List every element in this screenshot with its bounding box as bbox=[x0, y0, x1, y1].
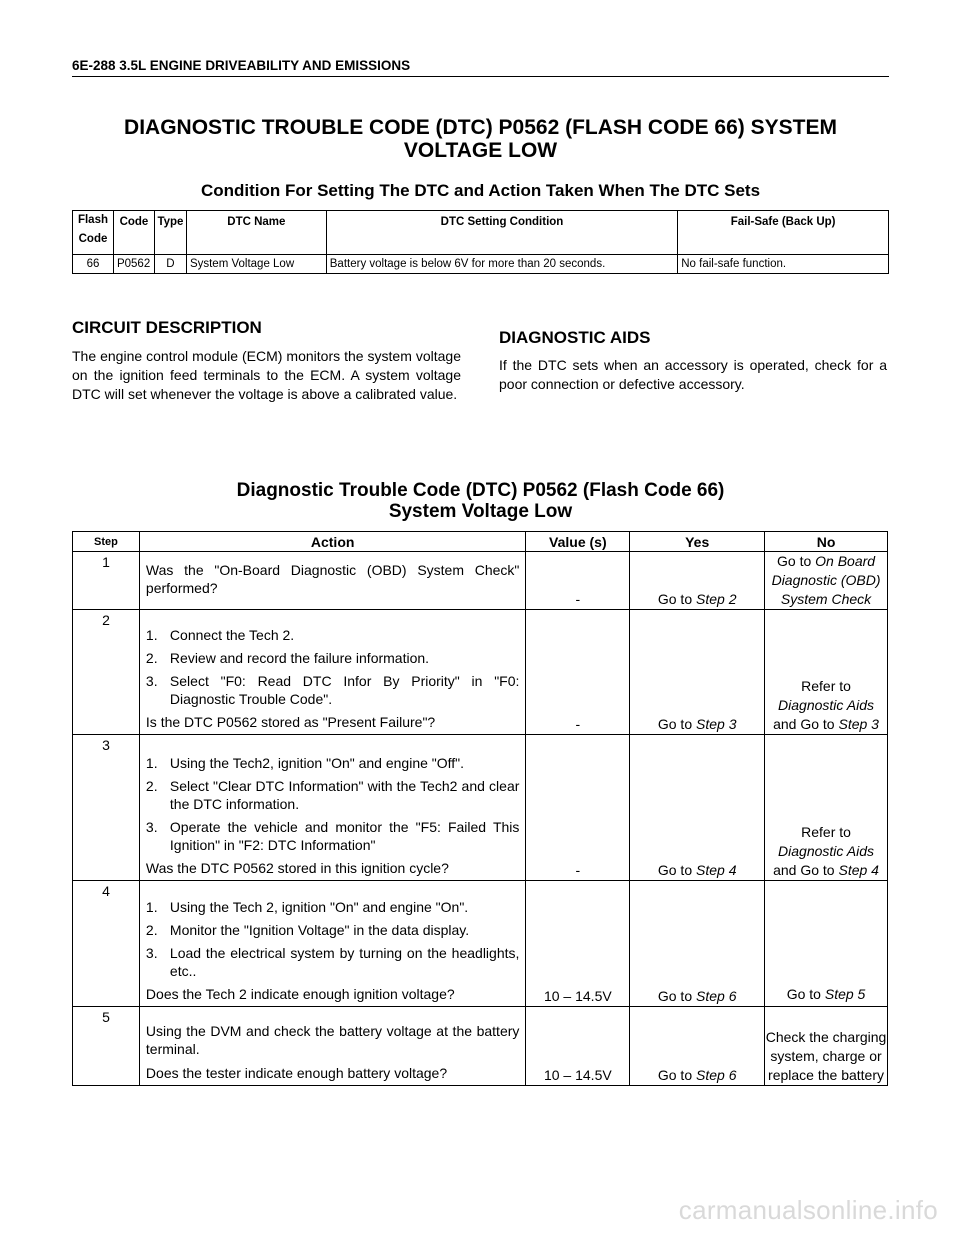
diagnostic-aids-heading: DIAGNOSTIC AIDS bbox=[499, 328, 651, 347]
header-action: Action bbox=[139, 532, 525, 552]
no-step-link: Step 4 bbox=[838, 862, 879, 878]
step-yes bbox=[630, 1007, 765, 1086]
cell-dtc-name: System Voltage Low bbox=[186, 255, 326, 274]
diagnostic-table-title-line2: System Voltage Low bbox=[388, 501, 573, 522]
no-aids-link: Diagnostic Aids bbox=[778, 697, 875, 713]
step-question: Is the DTC P0562 stored as "Present Failure"? bbox=[145, 714, 436, 730]
header-step: Step bbox=[73, 532, 140, 552]
yes-step-link: Step 6 bbox=[696, 988, 737, 1004]
yes-prefix: Go to bbox=[657, 862, 696, 878]
no-prefix: Go to bbox=[786, 986, 825, 1002]
yes-step-link: Step 2 bbox=[696, 591, 737, 607]
no-step-link: Step 5 bbox=[824, 986, 866, 1002]
step-number: 4 bbox=[73, 881, 140, 1007]
yes-prefix: Go to bbox=[657, 716, 696, 732]
circuit-description-heading: CIRCUIT DESCRIPTION bbox=[72, 318, 262, 337]
step-value: 10 – 14.5V bbox=[526, 1007, 630, 1086]
table-row bbox=[73, 610, 888, 735]
header-type: Type bbox=[154, 211, 186, 255]
header-code: Code bbox=[113, 211, 154, 255]
header-flash-code-line2: Code bbox=[78, 233, 108, 245]
step-value: 10 – 14.5V bbox=[526, 881, 630, 1007]
list-item-text: Select "F0: Read DTC Infor By Priority" in "F0: Diagnostic Trouble Code". bbox=[169, 673, 520, 707]
cell-type: D bbox=[154, 255, 186, 274]
diagnostic-step-table bbox=[72, 531, 888, 1086]
no-prefix: and Go to bbox=[773, 716, 839, 732]
table-row bbox=[73, 552, 888, 610]
step-number: 1 bbox=[73, 552, 140, 610]
step-yes bbox=[630, 735, 765, 881]
cell-code: P0562 bbox=[113, 255, 154, 274]
step-action bbox=[139, 610, 525, 735]
step-no: Check the charging system, charge or replace the battery bbox=[765, 1007, 888, 1086]
step-yes bbox=[630, 552, 765, 610]
page-header: 6E-288 3.5L ENGINE DRIVEABILITY AND EMISSIONS bbox=[72, 58, 411, 73]
list-item: 2. Review and record the failure information. bbox=[145, 650, 430, 666]
no-aids-link: Diagnostic Aids bbox=[778, 843, 875, 859]
yes-prefix: Go to bbox=[657, 591, 696, 607]
header-rule bbox=[72, 76, 889, 77]
step-value: - bbox=[526, 610, 630, 735]
step-action bbox=[139, 881, 525, 1007]
step-question: Does the Tech 2 indicate enough ignition voltage? bbox=[145, 986, 455, 1002]
step-action bbox=[139, 735, 525, 881]
list-item: 1. Using the Tech 2, ignition "On" and engine "On". bbox=[145, 899, 469, 915]
step-number: 3 bbox=[73, 735, 140, 881]
list-item-text: Operate the vehicle and monitor the "F5: Failed This Ignition" in "F2: DTC Information" bbox=[169, 819, 520, 853]
header-setting-condition: DTC Setting Condition bbox=[326, 211, 677, 255]
circuit-description-text: The engine control module (ECM) monitors the system voltage on the ignition feed terminals to the ECM. A system voltage DTC will set whenever the voltage is above a calibrated value. bbox=[72, 348, 461, 402]
step-question: Was the DTC P0562 stored in this ignition cycle? bbox=[145, 860, 449, 876]
step-no bbox=[765, 610, 888, 735]
header-fail-safe: Fail-Safe (Back Up) bbox=[678, 211, 889, 255]
dtc-condition-table bbox=[72, 210, 889, 274]
yes-step-link: Step 4 bbox=[696, 862, 737, 878]
page-title bbox=[72, 116, 889, 162]
step-question: Does the tester indicate enough battery voltage? bbox=[145, 1065, 448, 1081]
header-dtc-name: DTC Name bbox=[186, 211, 326, 255]
step-value: - bbox=[526, 735, 630, 881]
header-flash-code bbox=[73, 211, 114, 255]
cell-flash-code: 66 bbox=[73, 255, 114, 274]
list-item-text: Monitor the "Ignition Voltage" in the data display. bbox=[169, 922, 470, 938]
table-row bbox=[73, 881, 888, 1007]
table-row bbox=[73, 1007, 888, 1086]
list-item: 2. Select "Clear DTC Information" with the Tech2 and clear the DTC information. bbox=[145, 778, 520, 812]
yes-step-link: Step 3 bbox=[696, 716, 737, 732]
list-item-text: Select "Clear DTC Information" with the Tech2 and clear the DTC information. bbox=[169, 778, 520, 812]
step-instruction: Using the DVM and check the battery voltage at the battery terminal. bbox=[145, 1023, 520, 1057]
list-item-text: Connect the Tech 2. bbox=[169, 627, 295, 643]
no-line: Refer to bbox=[801, 824, 851, 840]
header-yes: Yes bbox=[630, 532, 765, 552]
list-item: 3. Operate the vehicle and monitor the "F5: Failed This Ignition" in "F2: DTC Information" bbox=[145, 819, 520, 853]
list-item-text: Load the electrical system by turning on the headlights, etc.. bbox=[169, 945, 520, 979]
list-item: 2. Monitor the "Ignition Voltage" in the data display. bbox=[145, 922, 470, 938]
list-item-text: Using the Tech 2, ignition "On" and engine "On". bbox=[169, 899, 469, 915]
diagnostic-table-title bbox=[72, 480, 889, 522]
step-number: 2 bbox=[73, 610, 140, 735]
step-no bbox=[765, 552, 888, 610]
watermark: carmanualsonline.info bbox=[678, 1195, 938, 1225]
list-item: 1. Connect the Tech 2. bbox=[145, 627, 295, 643]
condition-title: Condition For Setting The DTC and Action Taken When The DTC Sets bbox=[200, 181, 761, 200]
no-prefix: and Go to bbox=[773, 862, 839, 878]
diagnostic-table-title-line1: Diagnostic Trouble Code (DTC) P0562 (Flash Code 66) bbox=[236, 480, 725, 501]
step-action bbox=[139, 1007, 525, 1086]
step-no bbox=[765, 735, 888, 881]
page-title-line1: DIAGNOSTIC TROUBLE CODE (DTC) P0562 (FLASH CODE 66) SYSTEM bbox=[124, 116, 837, 139]
yes-prefix: Go to bbox=[657, 988, 696, 1004]
list-item: 3. Select "F0: Read DTC Infor By Priority" in "F0: Diagnostic Trouble Code". bbox=[145, 673, 520, 707]
list-item: 1. Using the Tech2, ignition "On" and engine "Off". bbox=[145, 755, 465, 771]
step-number: 5 bbox=[73, 1007, 140, 1086]
list-item-text: Review and record the failure information. bbox=[169, 650, 430, 666]
no-step-link: Step 3 bbox=[838, 716, 879, 732]
no-step-link: On Board Diagnostic (OBD) System Check bbox=[771, 553, 881, 607]
no-prefix: Go to bbox=[777, 553, 816, 569]
yes-step-link: Step 6 bbox=[696, 1067, 737, 1083]
table-row bbox=[73, 735, 888, 881]
diagnostic-aids-text: If the DTC sets when an accessory is operated, check for a poor connection or defective accessory. bbox=[499, 357, 887, 392]
header-value: Value (s) bbox=[526, 532, 630, 552]
header-flash-code-line1: Flash bbox=[77, 214, 108, 226]
step-value: - bbox=[526, 552, 630, 610]
step-question: Was the "On-Board Diagnostic (OBD) System Check" performed? bbox=[145, 562, 520, 596]
step-action bbox=[139, 552, 525, 610]
step-yes bbox=[630, 881, 765, 1007]
header-no: No bbox=[765, 532, 888, 552]
cell-setting-condition: Battery voltage is below 6V for more than 20 seconds. bbox=[326, 255, 677, 274]
list-item-text: Using the Tech2, ignition "On" and engine "Off". bbox=[169, 755, 465, 771]
step-yes bbox=[630, 610, 765, 735]
list-item: 3. Load the electrical system by turning on the headlights, etc.. bbox=[145, 945, 520, 979]
cell-fail-safe: No fail-safe function. bbox=[678, 255, 889, 274]
yes-prefix: Go to bbox=[657, 1067, 696, 1083]
no-line: Refer to bbox=[801, 678, 851, 694]
table-row bbox=[73, 255, 889, 274]
page-title-line2: VOLTAGE LOW bbox=[403, 139, 558, 162]
step-no bbox=[765, 881, 888, 1007]
